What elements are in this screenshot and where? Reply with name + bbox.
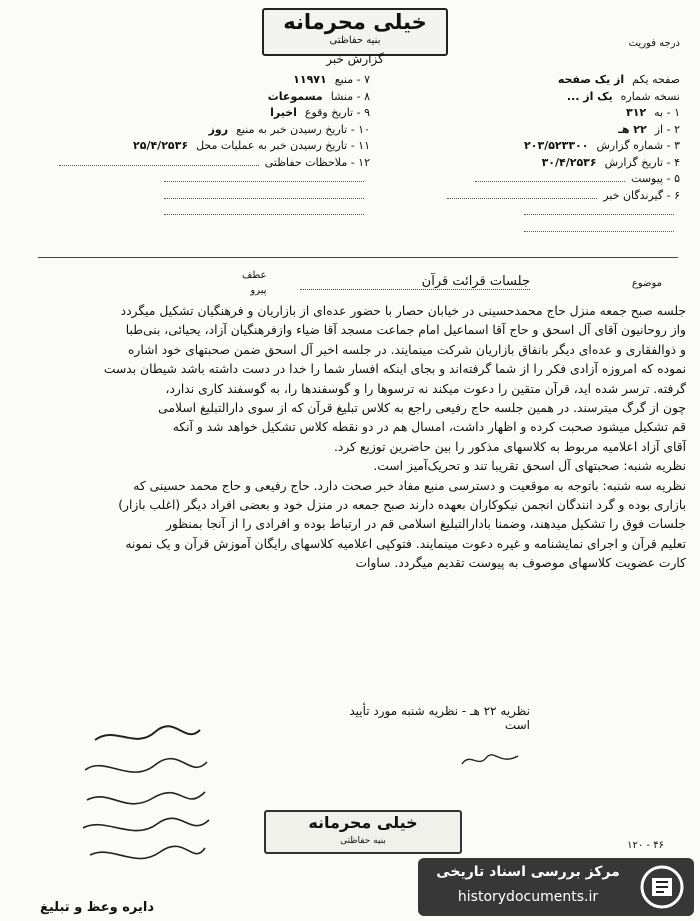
field-label: ۱۰ - تاریخ رسیدن خبر به منبع — [236, 122, 370, 136]
field-row — [395, 89, 680, 106]
field-label: ۶ - گیرندگان خبر — [603, 188, 680, 202]
field-row — [395, 204, 680, 221]
field-row — [395, 122, 680, 139]
blank-line — [164, 190, 364, 199]
field-row — [20, 122, 370, 139]
field-label: ۱ - به — [654, 106, 680, 119]
page-number: ۱۲۰ - ۴۶ — [627, 840, 664, 851]
field-value: ۲۵/۴/۲۵۳۶ — [133, 139, 189, 152]
body-line: آقای آزاد اعلامیه مربوط به کلاسهای مذکور را بین حاضرین توزیع کرد. — [333, 439, 686, 454]
field-row — [395, 155, 680, 172]
field-label: ۱۱ - تاریخ رسیدن خبر به عملیات محل — [196, 139, 370, 152]
header-fields-right — [395, 72, 680, 237]
field-row — [20, 138, 370, 155]
field-value: ۳۱۲ — [626, 106, 647, 119]
blank-line — [475, 173, 625, 182]
body-line: واز روحانیون آقای آل اسحق و حاج آقا اسماعیل امام جماعت مسجد آقا ضیاء وازفرهنگیان آزاد، یحیائی، بنی‌طبا — [125, 323, 686, 338]
field-row — [20, 105, 370, 122]
field-value: ۱۱۹۷۱ — [293, 73, 327, 86]
field-label: ۸ - منشا — [330, 89, 370, 103]
field-label: ۱۲ - ملاحظات حفاظتی — [264, 155, 370, 169]
bottom-stamp-title: خیلی محرمانه — [308, 813, 418, 832]
field-row — [395, 72, 680, 89]
field-row — [395, 221, 680, 238]
report-title: گزارش خبر — [326, 52, 384, 66]
blank-line — [59, 157, 259, 166]
watermark-url: historydocuments.ir — [457, 889, 599, 905]
field-row — [20, 171, 370, 188]
classification-stamp — [262, 8, 448, 56]
subject-value: جلسات قرائت قرآن — [300, 274, 530, 290]
field-row — [395, 105, 680, 122]
field-label: صفحه یکم — [632, 73, 680, 86]
field-row — [20, 188, 370, 205]
bottom-classification-stamp — [264, 810, 462, 854]
field-value: ۳۰/۴/۲۵۳۶ — [541, 155, 597, 169]
reference-labels — [242, 268, 267, 298]
department-name: دایره وعظ و تبلیغ — [40, 900, 154, 915]
body-line: نظریه سه شنبه: باتوجه به موقعیت و دسترسی منبع مفاد خبر صحت دارد. حاج رفیعی و حاج محمد حسینی که — [133, 478, 686, 493]
field-label: ۴ - تاریخ گزارش — [604, 155, 680, 169]
ref-label: پیرو — [250, 285, 267, 296]
body-line: نظریه شنبه: صحبتهای آل اسحق تقریبا تند و تحریک‌آمیز است. — [373, 459, 686, 474]
field-row — [20, 155, 370, 172]
body-line: نموده که امروزه آزادی فکر را از شما گرفته‌اند و بجای اینکه افسار شما را خدا در دست داشته باشد شیطان بدست — [103, 362, 686, 377]
field-value: ۲۲ هـ — [618, 122, 647, 136]
field-row — [395, 171, 680, 188]
body-line: قم تشکیل میشود صحبت کرده و اظهار داشت، امسال هم در دو نقطه کلاس تشکیل خواهد شد و آنکه — [172, 420, 686, 435]
subject-label: موضوع — [631, 278, 662, 289]
field-value: ۲۰۳/۵۲۳۳۰۰ — [524, 139, 589, 152]
body-line: جلسه صبح جمعه منزل حاج محمدحسینی در خیابان حصار با حضور عده‌ای از بازاریان و فرهنگیان تشکیل میگردد — [120, 304, 686, 318]
report-body — [18, 302, 686, 574]
field-row — [395, 138, 680, 155]
field-label: ۵ - پیوست — [631, 172, 680, 185]
body-line: کارت عضویت کلاسهای موصوف به پیوست تقدیم میگردد. ساوات — [355, 556, 686, 571]
field-value: یک از ... — [566, 89, 613, 103]
field-value: اخیرا — [270, 106, 297, 119]
field-label: ۳ - شماره گزارش — [596, 139, 680, 152]
body-line: تعلیم قرآن و اجرای نمایشنامه و غیره دعوت مینمایند. فتوکپی اعلامیه کلاسهای رایگان آموزش قرآن و یک نمونه — [125, 536, 686, 551]
analysis-note: نظریه ۲۲ هـ - نظریه شنبه مورد تأیید است — [349, 704, 530, 732]
body-line: بازاری بوده و گرد انندگان انجمن نیکوکاران بعهده دارند صبح جمعه در منزل خود و بعضی افراد دیگر (اغلب بازار) — [118, 498, 686, 513]
blank-line — [524, 223, 674, 232]
subject-area — [0, 262, 700, 302]
bottom-stamp-subtitle: بنیه حفاظتی — [340, 836, 386, 846]
urgency-label: درجه فوریت — [628, 38, 680, 49]
field-row — [395, 188, 680, 205]
body-line: گرفته. ترسر شده اید، قرآن متقین را دعوت میکند نه ترسو‌ها را و گوسفند‌ها را، به گوسفند کاری ندارد، — [165, 381, 686, 396]
field-label: ۲ - از — [654, 122, 680, 136]
field-label: نسخه شماره — [620, 89, 680, 103]
blank-line — [164, 173, 364, 182]
field-row — [20, 72, 370, 89]
ref-label: عطف — [242, 270, 267, 281]
field-label: ۹ - تاریخ وقوع — [304, 106, 370, 119]
field-row — [20, 204, 370, 221]
blank-line — [524, 206, 674, 215]
signature-mark — [460, 750, 520, 770]
field-value: روز — [208, 122, 229, 136]
field-value: مسموعات — [267, 89, 323, 103]
watermark-title: مرکز بررسی اسناد تاریخی — [436, 864, 620, 880]
stamp-title: خیلی محرمانه — [283, 10, 427, 34]
handwritten-annotation — [75, 720, 215, 890]
body-line: و ذوالفقاری و عده‌ای دیگر بانفاق بازاریان شرکت مینمایند. در جلسه اخیر آل اسحق ضمن صحبتهای خود اشاره — [127, 342, 686, 357]
blank-line — [164, 206, 364, 215]
field-value: از یک صفحه — [557, 73, 625, 86]
archive-logo-icon — [638, 864, 686, 910]
archive-watermark — [418, 858, 694, 916]
header-divider — [38, 257, 678, 258]
field-label: ۷ - منبع — [334, 73, 370, 86]
blank-line — [447, 190, 597, 199]
body-line: چون از گرگ میترسند. در همین جلسه حاج رفیعی راجع به کلاس تبلیغ قرآن که از سوی دارالتبلیغ اسلامی — [158, 401, 686, 416]
stamp-subtitle: بنیه حفاظتی — [329, 35, 381, 46]
body-line: جلسات فوق را تشکیل میدهند، وضمنا بادارالتبلیغ اسلامی قم در ارتباط بوده و افرادی را از آنجا بمنظور — [165, 517, 686, 532]
field-row — [20, 89, 370, 106]
header-fields-left — [20, 72, 370, 221]
